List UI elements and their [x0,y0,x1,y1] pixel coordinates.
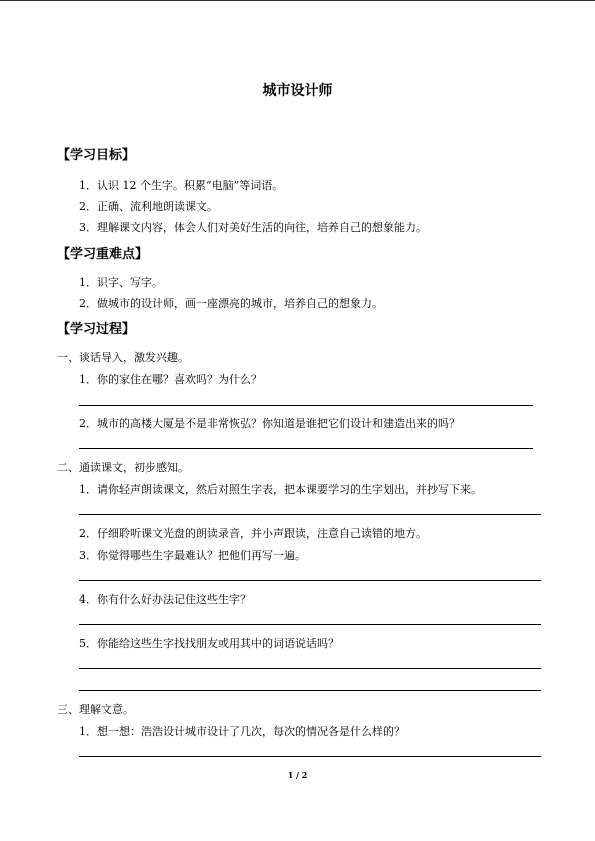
answer-line[interactable] [79,405,533,406]
goal-item-1: 1．认识 12 个生字。积累“电脑”等词语。 [79,179,284,192]
page-number: 1 / 2 [287,770,308,780]
section-3-question-1: 1．想一想：浩浩设计城市设计了几次，每次的情况各是什么样的？ [79,725,405,738]
answer-line[interactable] [79,580,541,581]
goal-item-3: 3．理解课文内容，体会人们对美好生活的向往，培养自己的想象能力。 [79,221,427,234]
key-point-item-1: 1．识字、写字。 [79,276,163,289]
section-2-question-3: 3．你觉得哪些生字最难认？把他们再写一遍。 [79,549,306,562]
answer-line[interactable] [79,690,541,691]
goal-item-2: 2．正确、流利地朗读课文。 [79,200,218,213]
page-title: 城市设计师 [262,83,333,99]
section-1-question-1: 1．你的家住在哪？喜欢吗？为什么？ [79,373,262,386]
key-points-heading: 【学习重难点】 [57,247,149,262]
section-2-title: 二、通读课文，初步感知。 [57,461,189,474]
section-2-question-4: 4．你有什么好办法记住这些生字？ [79,593,251,606]
answer-line[interactable] [79,624,541,625]
answer-line[interactable] [79,668,541,669]
section-2-question-1: 1．请你轻声朗读课文，然后对照生字表，把本课要学习的生字划出，并抄写下来。 [79,483,482,496]
section-1-title: 一、谈话导入，激发兴趣。 [57,351,189,364]
section-1-question-2: 2．城市的高楼大厦是不是非常恢弘？你知道是谁把它们设计和建造出来的吗？ [79,417,460,430]
process-heading: 【学习过程】 [57,322,136,337]
section-2-question-2: 2．仔细聆听课文光盘的朗读录音，并小声跟读，注意自己读错的地方。 [79,527,427,540]
answer-line[interactable] [79,756,541,757]
section-2-question-5: 5．你能给这些生字找找朋友或用其中的词语说话吗？ [79,637,339,650]
page-top-border [0,0,595,1]
section-3-title: 三、理解文意。 [57,703,134,716]
answer-line[interactable] [79,448,533,449]
key-point-item-2: 2．做城市的设计师，画一座漂亮的城市，培养自己的想象力。 [79,297,383,310]
answer-line[interactable] [79,514,541,515]
goals-heading: 【学习目标】 [57,148,136,163]
